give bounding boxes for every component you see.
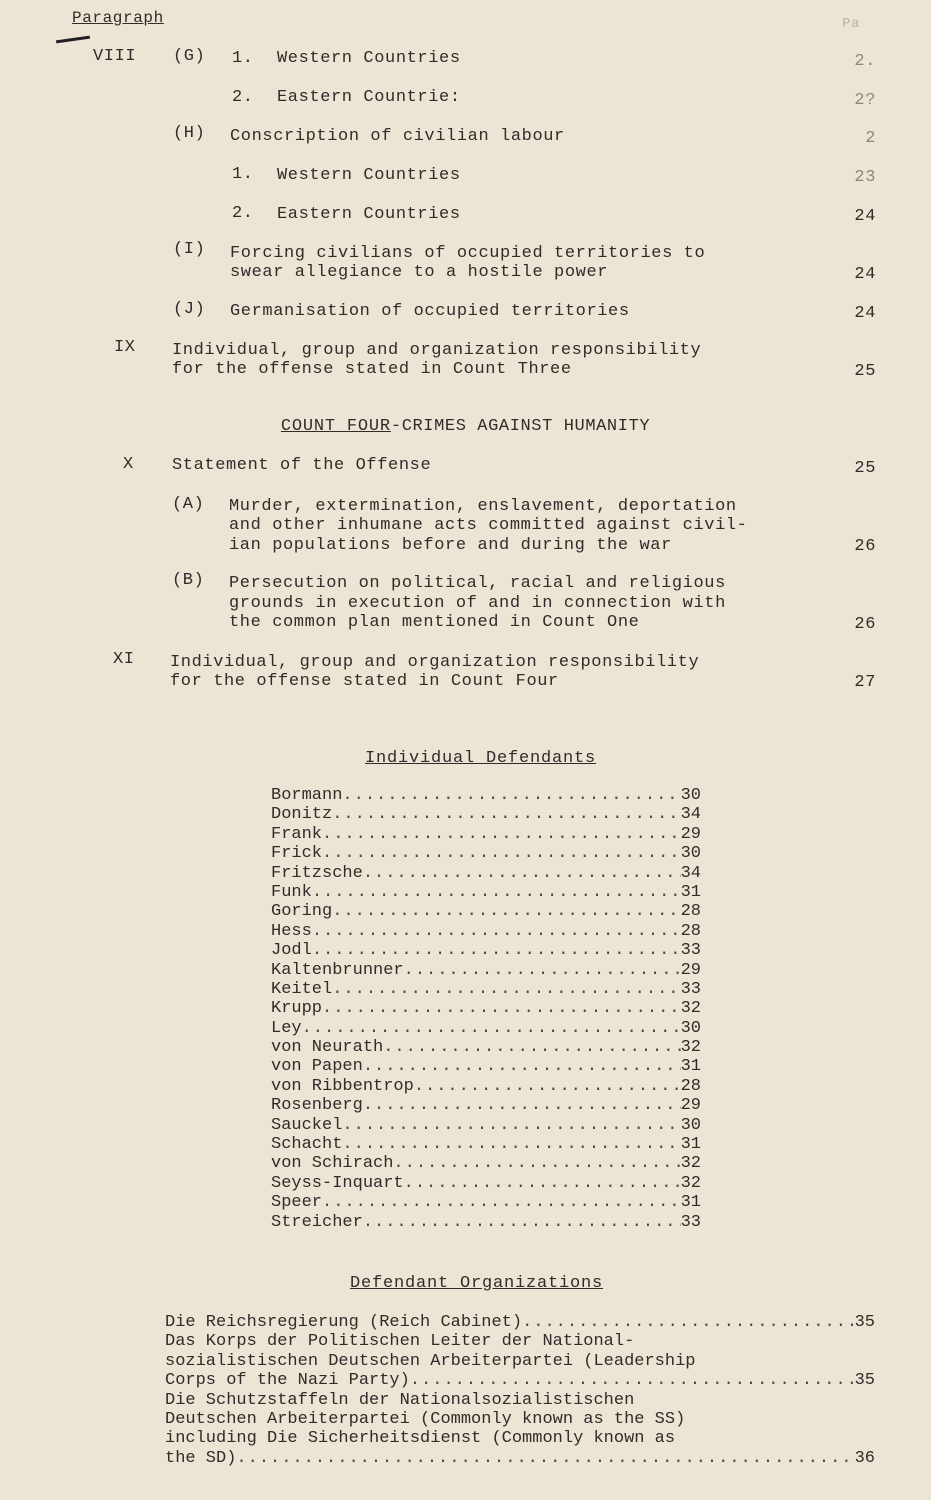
defendant-row: [271, 1077, 701, 1096]
pen-mark: [56, 36, 90, 44]
defendant-name: Hess: [271, 921, 312, 941]
defendant-name: von Schirach: [271, 1154, 394, 1174]
count-four-title: COUNT FOUR: [280, 417, 391, 436]
defendant-row: [271, 786, 701, 805]
defendant-row: [271, 980, 701, 999]
defendant-page: 31: [680, 1057, 701, 1077]
subsection-letter: (H): [173, 124, 206, 143]
leader-dots: [363, 1057, 681, 1076]
leader-dots: [312, 941, 681, 960]
page-number: 24: [854, 304, 876, 323]
page-number: 2: [865, 129, 876, 148]
organization-entry: [165, 1313, 875, 1332]
defendant-name: Fritzsche: [271, 863, 363, 883]
organization-page: 35: [854, 1371, 875, 1391]
leader-dots: [332, 805, 680, 824]
entry-text: for the offense stated in Count Four: [170, 672, 559, 691]
defendant-name: Ley: [271, 1018, 302, 1038]
entry-text: Germanisation of occupied territories: [230, 302, 630, 321]
defendant-page: 29: [680, 824, 701, 844]
item-number: 2.: [232, 88, 254, 107]
defendant-row: [271, 1174, 701, 1193]
defendant-page: 33: [680, 1212, 701, 1232]
organization-entry: [165, 1352, 875, 1371]
defendant-name: Kaltenbrunner: [271, 960, 404, 980]
defendant-page: 30: [680, 786, 701, 805]
defendant-name: Keitel: [271, 979, 333, 999]
item-number: 1.: [232, 49, 254, 68]
leader-dots: [312, 883, 681, 902]
defendant-row: [271, 1193, 701, 1212]
defendant-row: [271, 941, 701, 960]
leader-dots: [332, 902, 680, 921]
page-column-header: Pa: [842, 16, 861, 32]
leader-dots: [322, 844, 681, 863]
leader-dots: [522, 1313, 855, 1332]
defendant-page: 29: [680, 960, 701, 980]
leader-dots: [302, 1019, 681, 1038]
item-number: 2.: [232, 204, 254, 223]
entry-text: Western Countries: [277, 49, 461, 68]
leader-dots: [383, 1038, 680, 1057]
entry-text: Conscription of civilian labour: [230, 127, 565, 146]
defendant-name: Frick: [271, 844, 323, 864]
entry-text: Eastern Countries: [277, 205, 461, 224]
organization-name: Deutschen Arbeiterpartei (Commonly known as the SS): [165, 1409, 686, 1429]
defendant-name: Sauckel: [271, 1115, 343, 1135]
paragraph-number: VIII: [93, 47, 137, 66]
organization-page: 36: [854, 1448, 875, 1468]
defendant-name: Rosenberg: [271, 1096, 363, 1116]
paragraph-number: X: [123, 455, 134, 474]
organization-list: [165, 1313, 875, 1468]
defendant-name: Frank: [271, 824, 323, 844]
defendant-page: 28: [680, 902, 701, 922]
entry-text: the common plan mentioned in Count One: [229, 613, 640, 632]
defendant-row: [271, 902, 701, 921]
organization-name: the SD): [165, 1448, 237, 1468]
organization-name: including Die Sicherheitsdienst (Commonly known as: [165, 1429, 676, 1449]
subsection-letter: (A): [172, 495, 205, 514]
organization-entry: [165, 1449, 875, 1468]
entry-text: and other inhumane acts committed against civil-: [229, 516, 748, 535]
defendant-row: [271, 1116, 701, 1135]
defendant-row: [271, 864, 701, 883]
subsection-letter: (B): [172, 571, 205, 590]
leader-dots: [332, 980, 680, 999]
entry-text: Western Countries: [277, 166, 461, 185]
subsection-letter: (G): [173, 47, 206, 66]
defendant-name: Goring: [271, 902, 333, 922]
defendant-name: von Neurath: [271, 1038, 384, 1058]
defendant-page: 28: [680, 1076, 701, 1096]
defendant-row: [271, 1019, 701, 1038]
defendant-name: Funk: [271, 882, 312, 902]
leader-dots: [393, 1154, 680, 1173]
defendant-name: Speer: [271, 1193, 323, 1213]
page-number: 25: [854, 362, 876, 381]
organization-name: Corps of the Nazi Party): [165, 1371, 410, 1391]
defendant-page: 28: [680, 921, 701, 941]
defendant-row: [271, 922, 701, 941]
entry-text: Individual, group and organization responsibility: [170, 653, 700, 672]
leader-dots: [414, 1077, 681, 1096]
page-number: 23: [854, 168, 876, 187]
defendant-row: [271, 805, 701, 824]
organization-entry: [165, 1332, 875, 1351]
leader-dots: [363, 1096, 681, 1115]
entry-text: Persecution on political, racial and religious: [229, 574, 726, 593]
organization-name: Die Schutzstaffeln der Nationalsozialistischen: [165, 1390, 635, 1410]
page-number: 24: [854, 207, 876, 226]
organization-name: Das Korps der Politischen Leiter der National-: [165, 1332, 635, 1352]
leader-dots: [363, 864, 681, 883]
item-number: 1.: [232, 165, 254, 184]
leader-dots: [342, 786, 680, 805]
entry-text: for the offense stated in Count Three: [172, 360, 572, 379]
entry-text: Forcing civilians of occupied territories to: [230, 244, 706, 263]
defendant-page: 32: [680, 1038, 701, 1058]
leader-dots: [322, 1193, 681, 1212]
entry-text: Statement of the Offense: [172, 456, 432, 475]
defendant-row: [271, 999, 701, 1018]
page-number: 24: [854, 265, 876, 284]
subsection-letter: (J): [173, 300, 206, 319]
entry-text: swear allegiance to a hostile power: [230, 263, 609, 282]
defendant-name: Streicher: [271, 1212, 363, 1232]
leader-dots: [404, 1174, 681, 1193]
defendant-name: Bormann: [271, 786, 343, 805]
individual-defendants-heading: Individual Defendants: [365, 749, 597, 768]
defendant-page: 29: [680, 1096, 701, 1116]
defendant-row: [271, 1057, 701, 1076]
entry-text: Murder, extermination, enslavement, deportation: [229, 497, 737, 516]
defendant-page: 33: [680, 979, 701, 999]
defendant-name: von Papen: [271, 1057, 363, 1077]
page-number: 26: [854, 537, 876, 556]
leader-dots: [410, 1371, 855, 1390]
leader-dots: [322, 999, 681, 1018]
organization-entry: [165, 1429, 875, 1448]
defendant-page: 31: [680, 882, 701, 902]
leader-dots: [363, 1213, 681, 1232]
defendant-page: 31: [680, 1135, 701, 1155]
leader-dots: [236, 1449, 854, 1468]
defendant-name: Seyss-Inquart: [271, 1173, 404, 1193]
defendant-page: 34: [680, 863, 701, 883]
subsection-letter: (I): [173, 240, 206, 259]
defendant-page: 32: [680, 1154, 701, 1174]
page-number: 2?: [854, 91, 876, 110]
defendant-row: [271, 825, 701, 844]
defendant-organizations-heading: Defendant Organizations: [350, 1274, 604, 1293]
paragraph-number: XI: [113, 650, 135, 669]
page-number: 2.: [854, 52, 876, 71]
organization-page: 35: [854, 1313, 875, 1332]
defendant-page: 30: [680, 844, 701, 864]
entry-text: ian populations before and during the war: [229, 536, 672, 555]
entry-text: Individual, group and organization responsibility: [172, 341, 702, 360]
defendant-row: [271, 1213, 701, 1232]
defendant-page: 30: [680, 1018, 701, 1038]
defendant-row: [271, 1154, 701, 1173]
organization-entry: [165, 1391, 875, 1410]
defendant-row: [271, 1096, 701, 1115]
defendant-name: Krupp: [271, 999, 323, 1019]
paragraph-number: IX: [114, 338, 136, 357]
defendant-page: 33: [680, 941, 701, 961]
organization-entry: [165, 1371, 875, 1390]
defendant-row: [271, 961, 701, 980]
defendant-name: Donitz: [271, 805, 333, 825]
defendant-page: 30: [680, 1115, 701, 1135]
defendant-name: Jodl: [271, 941, 312, 961]
defendant-page: 32: [680, 1173, 701, 1193]
leader-dots: [322, 825, 681, 844]
organization-name: sozialistischen Deutschen Arbeiterpartei (Leadership: [165, 1351, 696, 1371]
leader-dots: [342, 1116, 680, 1135]
defendant-page: 31: [680, 1193, 701, 1213]
defendant-row: [271, 883, 701, 902]
leader-dots: [342, 1135, 680, 1154]
organization-name: Die Reichsregierung (Reich Cabinet): [165, 1313, 523, 1332]
defendant-name: Schacht: [271, 1135, 343, 1155]
defendant-row: [271, 1038, 701, 1057]
leader-dots: [312, 922, 681, 941]
entry-text: Eastern Countrie:: [277, 88, 461, 107]
leader-dots: [404, 961, 681, 980]
defendant-page: 32: [680, 999, 701, 1019]
paragraph-column-header: Paragraph: [72, 9, 164, 27]
defendant-row: [271, 1135, 701, 1154]
defendant-row: [271, 844, 701, 863]
page-number: 25: [854, 459, 876, 478]
count-four-heading: [0, 417, 931, 437]
entry-text: grounds in execution of and in connection with: [229, 594, 726, 613]
page-number: 27: [854, 673, 876, 692]
page-number: 26: [854, 615, 876, 634]
defendant-list: [271, 786, 701, 1232]
defendant-name: von Ribbentrop: [271, 1076, 414, 1096]
defendant-page: 34: [680, 805, 701, 825]
organization-entry: [165, 1410, 875, 1429]
count-four-subtitle: -CRIMES AGAINST HUMANITY: [390, 417, 651, 436]
